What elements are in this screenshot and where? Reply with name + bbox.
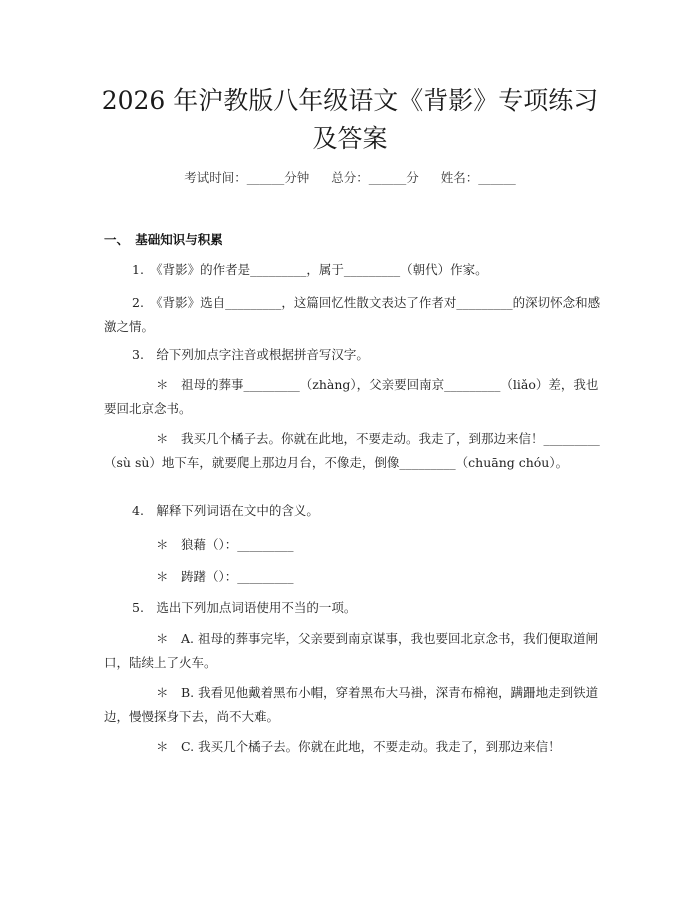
section-heading-1: 一、 基础知识与积累 — [104, 232, 223, 247]
question-5: 5. 选出下列加点词语使用不当的一项。 — [132, 600, 357, 615]
student-name: 姓名：______ — [440, 170, 516, 185]
question-4-item-2: ＊ 踌躇（）：_________ — [156, 569, 294, 584]
question-5-option-a: ＊ A. 祖母的葬事完毕，父亲要到南京谋事，我也要回北京念书，我们便取道闸口，陆续上了火车。 — [104, 631, 598, 670]
question-5-option-c: ＊ C. 我买几个橘子去。你就在此地，不要走动。我走了，到那边来信！ — [156, 739, 561, 754]
question-3-item-1: ＊ 祖母的葬事_________（zhàng），父亲要回南京_________（liǎo）差，我也要回北京念书。 — [104, 377, 599, 416]
title-line-2: 及答案 — [312, 124, 388, 153]
question-2: 2. 《背影》选自_________，这篇回忆性散文表达了作者对_________的深切怀念和感激之情。 — [104, 295, 601, 334]
exam-meta — [0, 168, 700, 186]
question-5-option-b: ＊ B. 我看见他戴着黑布小帽，穿着黑布大马褂，深青布棉袍，蹒跚地走到铁道边，慢慢探身下去，尚不大难。 — [104, 685, 599, 724]
question-3: 3. 给下列加点字注音或根据拼音写汉字。 — [132, 347, 369, 362]
exam-time: 考试时间：______分钟 — [184, 170, 310, 185]
question-4: 4. 解释下列词语在文中的含义。 — [132, 503, 319, 518]
document-title — [60, 82, 640, 158]
total-score: 总分：______分 — [331, 170, 419, 185]
question-3-item-2: ＊ 我买几个橘子去。你就在此地，不要走动。我走了，到那边来信！_________（sù sù）地下车，就要爬上那边月台，不像走，倒像_________（chuāng chóu）。 — [104, 431, 600, 470]
title-line-1: 2026 年沪教版八年级语文《背影》专项练习 — [101, 86, 599, 115]
question-4-item-1: ＊ 狼藉（）：_________ — [156, 537, 294, 552]
question-1: 1. 《背影》的作者是_________，属于_________（朝代）作家。 — [132, 262, 488, 277]
